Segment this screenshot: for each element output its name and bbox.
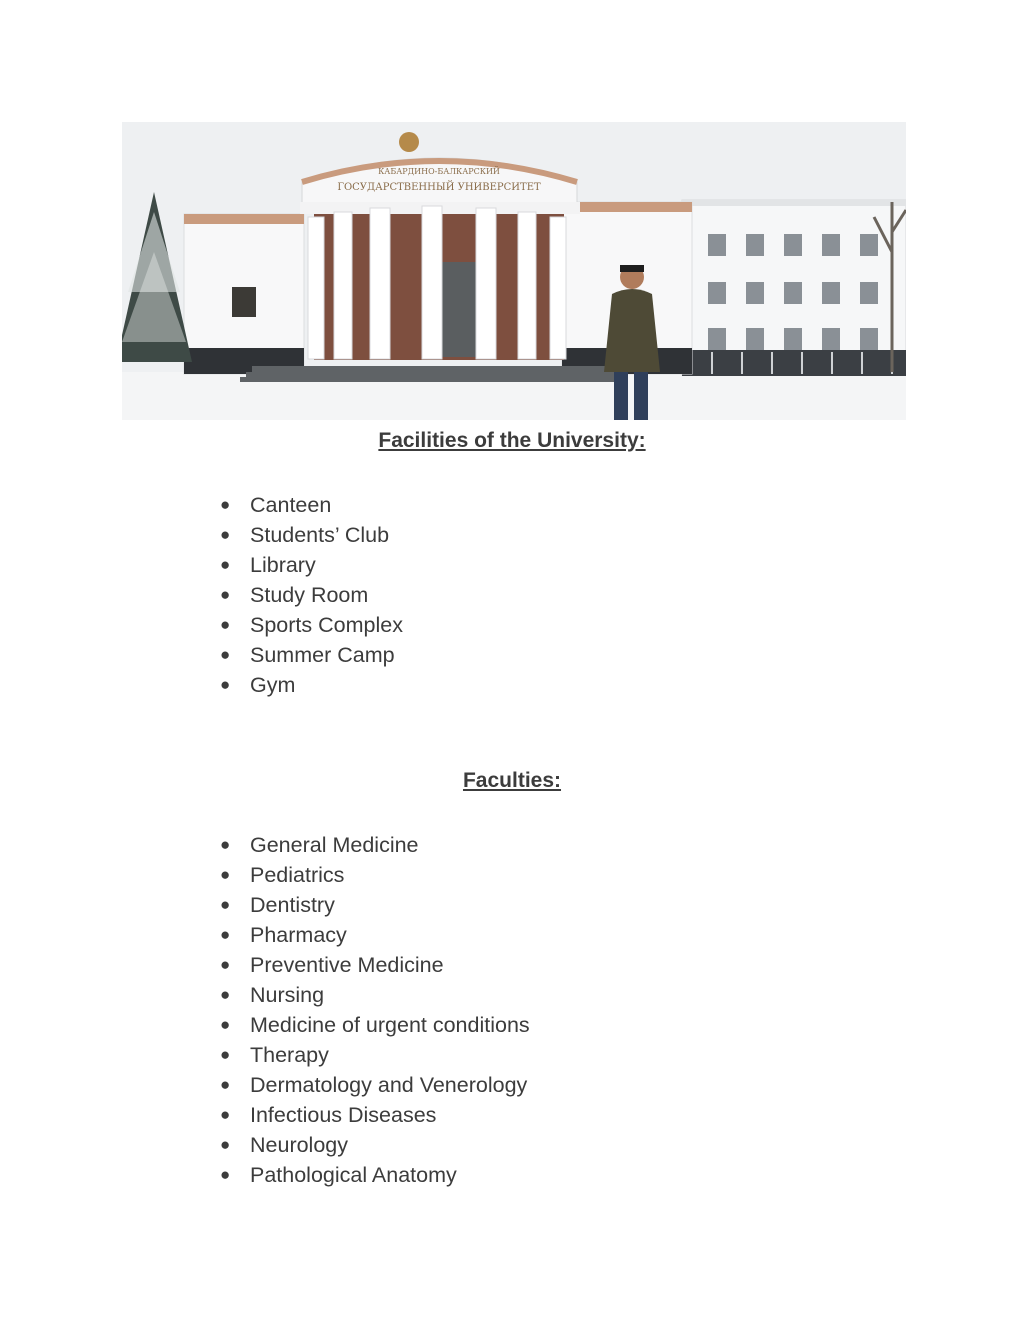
list-item-label: Neurology	[250, 1133, 348, 1157]
list-item-label: General Medicine	[250, 833, 419, 857]
list-item-label: Library	[250, 553, 316, 577]
bullet: ●	[220, 675, 231, 694]
bullet: ●	[220, 985, 231, 1004]
bullet: ●	[220, 1105, 231, 1124]
list-item	[220, 1040, 530, 1070]
bullet: ●	[220, 495, 231, 514]
list-item	[220, 830, 530, 860]
list-item	[220, 920, 530, 950]
list-item	[220, 950, 530, 980]
bullet: ●	[220, 1165, 231, 1184]
list-item-label: Canteen	[250, 493, 332, 517]
list-item	[220, 1070, 530, 1100]
list-item	[220, 640, 403, 670]
list-item-label: Nursing	[250, 983, 325, 1007]
bullet: ●	[220, 925, 231, 944]
university-building-photo	[122, 122, 906, 420]
list-item	[220, 1010, 530, 1040]
bullet: ●	[220, 955, 231, 974]
list-item	[220, 890, 530, 920]
list-item-label: Preventive Medicine	[250, 953, 444, 977]
bullet: ●	[220, 1015, 231, 1034]
right-building-wing	[682, 200, 906, 376]
list-item	[220, 490, 403, 520]
bullet: ●	[220, 645, 231, 664]
bullet: ●	[220, 835, 231, 854]
bullet: ●	[220, 865, 231, 884]
list-item-label: Students’ Club	[250, 523, 390, 547]
bullet: ●	[220, 895, 231, 914]
list-item-label: Gym	[250, 673, 296, 697]
list-item	[220, 550, 403, 580]
bullet: ●	[220, 615, 231, 634]
list-item-label: Therapy	[250, 1043, 329, 1067]
list-item	[220, 1100, 530, 1130]
list-item	[220, 1160, 530, 1190]
list-item-label: Dermatology and Venerology	[250, 1073, 528, 1097]
sign-line-2: ГОСУДАРСТВЕННЫЙ УНИВЕРСИТЕТ	[337, 182, 541, 193]
list-item-label: Study Room	[250, 583, 369, 607]
bullet: ●	[220, 1075, 231, 1094]
facilities-heading: Facilities of the University:	[378, 429, 646, 452]
list-item-label: Pediatrics	[250, 863, 345, 887]
list-item	[220, 580, 403, 610]
list-item-label: Medicine of urgent conditions	[250, 1013, 530, 1037]
bullet: ●	[220, 555, 231, 574]
list-item-label: Infectious Diseases	[250, 1103, 437, 1127]
list-item-label: Dentistry	[250, 893, 335, 917]
list-item-label: Sports Complex	[250, 613, 403, 637]
list-item	[220, 670, 403, 700]
faculties-heading: Faculties:	[462, 769, 562, 792]
faculties-list	[220, 830, 530, 1190]
list-item	[220, 520, 403, 550]
bullet: ●	[220, 1045, 231, 1064]
list-item	[220, 860, 530, 890]
list-item	[220, 980, 530, 1010]
bullet: ●	[220, 1135, 231, 1154]
sign-line-1: КАБАРДИНО-БАЛКАРСКИЙ	[378, 167, 500, 176]
facilities-list	[220, 490, 403, 700]
list-item	[220, 610, 403, 640]
list-item-label: Pharmacy	[250, 923, 347, 947]
bullet: ●	[220, 525, 231, 544]
list-item-label: Summer Camp	[250, 643, 395, 667]
list-item	[220, 1130, 530, 1160]
bullet: ●	[220, 585, 231, 604]
list-item-label: Pathological Anatomy	[250, 1163, 457, 1187]
